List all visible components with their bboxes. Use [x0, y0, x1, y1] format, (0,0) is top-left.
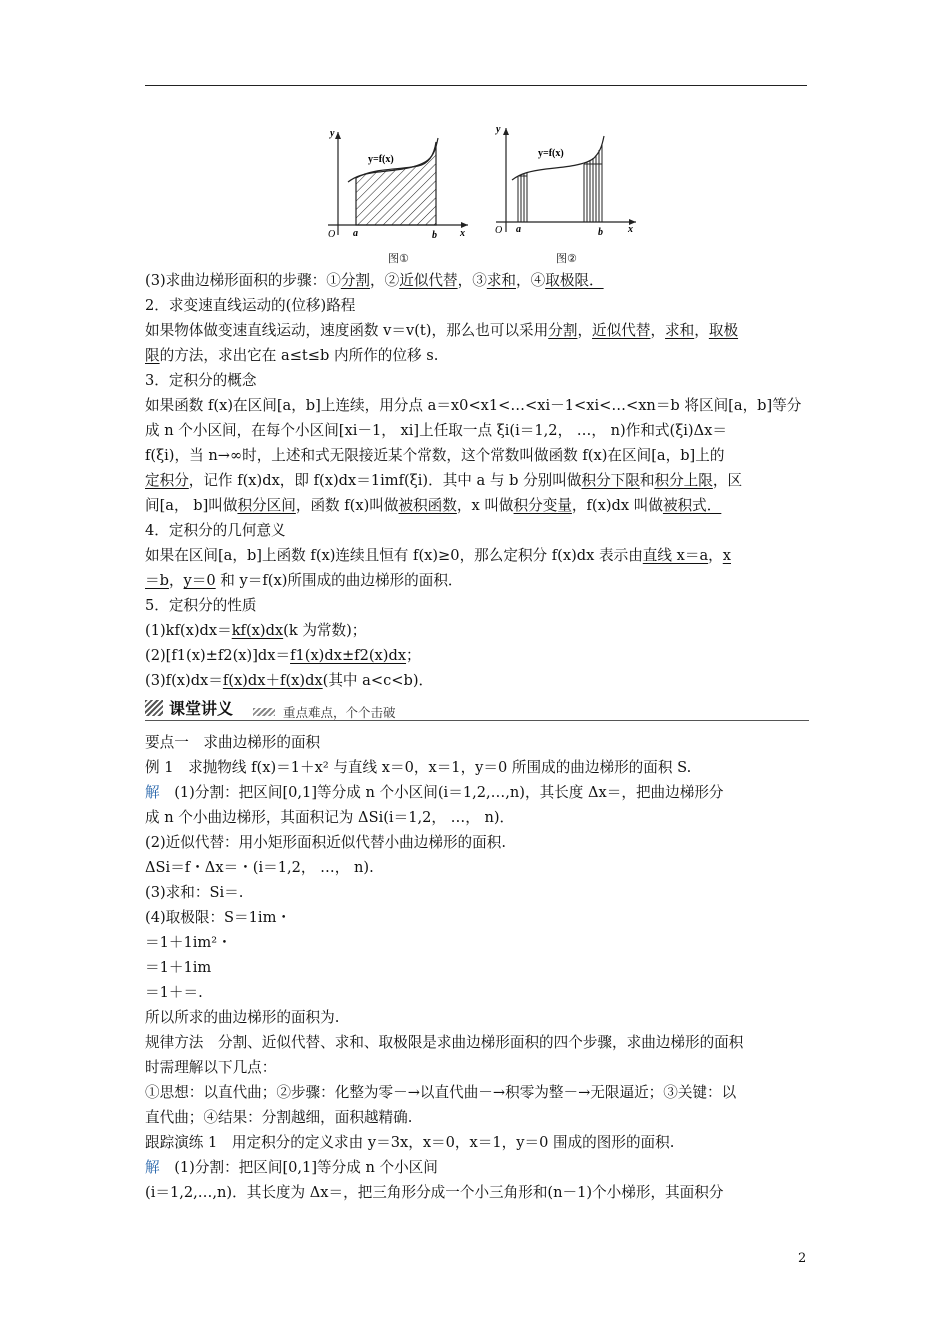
solution-label: 解: [145, 1159, 160, 1176]
banner-flag-icon: [145, 700, 163, 716]
figure-1: [318, 120, 478, 245]
solution-line: 解 (1)分割：把区间[0,1]等分成 n 个小区间: [145, 1159, 438, 1176]
property-3: (3)f(x)dx＝f(x)dx＋f(x)dx(其中 a<c<b)．: [145, 672, 434, 689]
text-line: ①思想：以直代曲；②步骤：化整为零－→以直代曲－→积零为整－→无限逼近；③关键：以: [145, 1084, 737, 1101]
text-line: 如果函数 f(x)在区间[a，b]上连续，用分点 a＝x0<x1<…<xi－1<xi<…<xn＝b 将区间[a，b]等分: [145, 397, 802, 414]
fig2-y-label: y: [496, 124, 501, 135]
figure-1-caption: 图①: [388, 252, 409, 265]
text-line: ＝1＋1im: [145, 959, 212, 976]
banner-title: 课堂讲义: [169, 699, 234, 718]
heading-2: 2．求变速直线运动的(位移)路程: [145, 297, 356, 314]
practice-1: 跟踪演练 1 用定积分的定义求由 y＝3x，x＝0，x＝1，y＝0 围成的图形的面积.: [145, 1134, 675, 1151]
banner-subtitle: 重点难点，个个击破: [283, 705, 396, 720]
figures: [318, 120, 648, 270]
text-line: (4)取极限：S＝1im・: [145, 909, 292, 926]
fig2-x-label: x: [628, 224, 633, 235]
figure-2: [486, 120, 646, 245]
text-line: ＝1＋＝.: [145, 984, 203, 1001]
text-line: f(ξi)，当 n→∞时，上述和式无限接近某个常数，这个常数叫做函数 f(x)在区间[a，b]上的: [145, 447, 725, 464]
text-line: 定积分，记作 f(x)dx，即 f(x)dx＝1imf(ξi)．其中 a 与 b 分别叫做积分下限和积分上限，区: [145, 472, 743, 489]
text-line: 如果物体做变速直线运动，速度函数 v＝v(t)，那么也可以采用分割，近似代替，求和，取极: [145, 322, 739, 339]
text-line: 如果在区间[a，b]上函数 f(x)连续且恒有 f(x)≥0，那么定积分 f(x)dx 表示由直线 x＝a，x: [145, 547, 731, 564]
fig2-origin-label: O: [495, 225, 503, 236]
text-line: ＝b，y＝0 和 y＝f(x)所围成的曲边梯形的面积．: [145, 572, 463, 589]
property-2: (2)[f1(x)±f2(x)]dx＝f1(x)dx±f2(x)dx；: [145, 647, 421, 664]
heading-3: 3．定积分的概念: [145, 372, 257, 389]
fig1-a-label: a: [353, 228, 358, 239]
section-banner: [145, 694, 809, 724]
fig1-b-label: b: [432, 230, 437, 241]
text-line: 成 n 个小区间，在每个小区间[xi－1， xi]上任取一点 ξi(i＝1,2， …， n)作和式(ξi)Δx＝: [145, 422, 727, 439]
page-content: [145, 268, 809, 1205]
key-point-title: 要点一 求曲边梯形的面积: [145, 734, 321, 751]
fig2-b-label: b: [598, 227, 603, 238]
fig2-func-label: y=f(x): [538, 148, 564, 159]
text-line: 限的方法，求出它在 a≤t≤b 内所作的位移 s.: [145, 347, 439, 364]
heading-4: 4．定积分的几何意义: [145, 522, 286, 539]
text-line: 间[a， b]叫做积分区间，函数 f(x)叫做被积函数，x 叫做积分变量，f(x)dx 叫做被积式．: [145, 497, 722, 514]
fig1-x-label: x: [460, 228, 465, 239]
text-line: 时需理解以下几点：: [145, 1059, 277, 1076]
fig1-y-label: y: [330, 128, 335, 139]
text-line: 所以所求的曲边梯形的面积为.: [145, 1009, 340, 1026]
solution-line: 解 (1)分割：把区间[0,1]等分成 n 个小区间(i＝1,2,…,n)，其长度 Δx＝，把曲边梯形分: [145, 784, 724, 801]
text-line: ＝1＋1im²・: [145, 934, 232, 951]
method-line: 规律方法 分割、近似代替、求和、取极限是求曲边梯形面积的四个步骤，求曲边梯形的面积: [145, 1034, 744, 1051]
figure-2-caption: 图②: [556, 252, 577, 265]
text-line: 成 n 个小曲边梯形，其面积记为 ΔSi(i＝1,2， …， n)．: [145, 809, 515, 826]
fig2-a-label: a: [516, 224, 521, 235]
solution-label: 解: [145, 784, 160, 801]
text-line: (2)近似代替：用小矩形面积近似代替小曲边梯形的面积.: [145, 834, 506, 851]
banner-stripe-icon: [253, 708, 275, 716]
fig1-func-label: y=f(x): [368, 154, 394, 165]
page-number: 2: [798, 1251, 807, 1266]
banner-rule: [145, 720, 809, 721]
fig1-origin-label: O: [328, 229, 336, 240]
example-1: 例 1 求抛物线 f(x)＝1＋x² 与直线 x＝0，x＝1，y＝0 所围成的曲边梯形的面积 S.: [145, 759, 692, 776]
text-line: 直代曲；④结果：分割越细，面积越精确.: [145, 1109, 413, 1126]
heading-5: 5．定积分的性质: [145, 597, 257, 614]
text-line: (3)求和：Si＝.: [145, 884, 244, 901]
steps-line: (3)求曲边梯形面积的步骤：①分割，②近似代替，③求和，④取极限．: [145, 272, 604, 289]
text-line: ΔSi＝f・Δx＝・(i＝1,2， …， n).: [145, 859, 374, 876]
property-1: (1)kf(x)dx＝kf(x)dx(k 为常数)；: [145, 622, 367, 639]
header-rule: [145, 85, 807, 86]
text-line: (i＝1,2,…,n)．其长度为 Δx＝，把三角形分成一个小三角形和(n－1)个小梯形，其面积分: [145, 1184, 724, 1201]
